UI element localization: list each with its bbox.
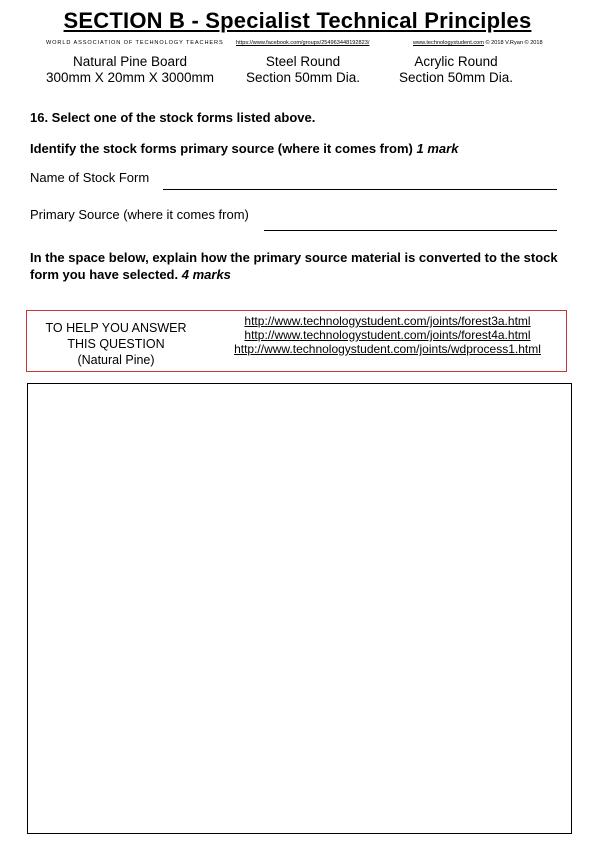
explain-prompt: [30, 250, 570, 283]
identify-mark: 1 mark: [416, 141, 459, 156]
page-title: SECTION B - Specialist Technical Principles: [63, 8, 532, 33]
stock-form-name-answer-line[interactable]: [163, 189, 557, 190]
association-name: WORLD ASSOCIATION OF TECHNOLOGY TEACHERS: [46, 40, 224, 46]
stock-form-acrylic: [356, 54, 556, 86]
facebook-link[interactable]: https://www.facebook.com/groups/254963448192823/: [236, 40, 370, 46]
stock-form-name: Natural Pine Board: [72, 54, 188, 69]
answer-box[interactable]: [27, 383, 572, 834]
primary-source-label: Primary Source (where it comes from): [30, 207, 249, 222]
copyright-text: © 2018 V.Ryan © 2018: [483, 40, 543, 46]
explain-mark: 4 marks: [181, 266, 231, 282]
stock-form-name: Acrylic Round: [414, 54, 498, 69]
explain-text: In the space below, explain how the primary source material is converted to the stock form you have selected.: [30, 250, 558, 282]
question-16-prompt: 16. Select one of the stock forms listed above.: [30, 110, 316, 125]
help-line: TO HELP YOU ANSWER: [45, 321, 187, 335]
help-line: (Natural Pine): [77, 353, 155, 367]
identify-text: Identify the stock forms primary source (where it comes from): [30, 141, 413, 156]
stock-form-pine: [30, 54, 230, 86]
stock-form-name: Steel Round: [265, 54, 341, 69]
primary-source-answer-line[interactable]: [264, 230, 557, 231]
stock-form-name-label: Name of Stock Form: [30, 170, 150, 185]
website-link[interactable]: www.technologystudent.com: [413, 40, 484, 46]
stock-form-detail: Section 50mm Dia.: [398, 70, 514, 85]
help-line: THIS QUESTION: [67, 337, 165, 351]
help-link-forest4a[interactable]: http://www.technologystudent.com/joints/forest4a.html: [244, 328, 531, 342]
help-links: [215, 314, 560, 356]
help-link-wdprocess1[interactable]: http://www.technologystudent.com/joints/wdprocess1.html: [234, 342, 541, 356]
identify-prompt: [30, 141, 458, 156]
website-credit: [413, 40, 543, 46]
stock-form-detail: Section 50mm Dia.: [245, 70, 361, 85]
help-link-forest3a[interactable]: http://www.technologystudent.com/joints/forest3a.html: [244, 314, 531, 328]
stock-form-detail: 300mm X 20mm X 3000mm: [45, 70, 215, 85]
help-text: [31, 320, 201, 368]
